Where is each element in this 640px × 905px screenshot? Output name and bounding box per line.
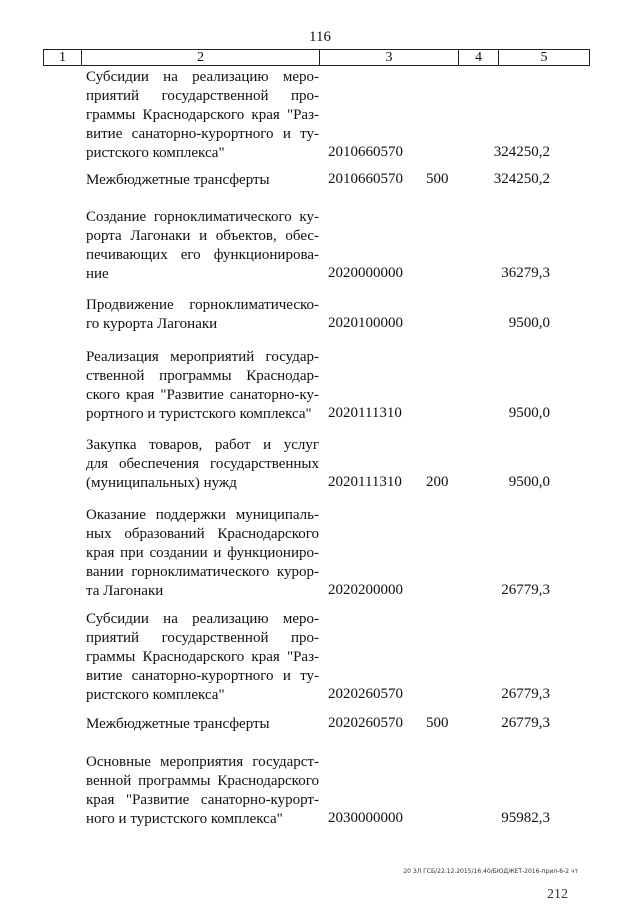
row-amount: 26779,3: [501, 715, 550, 731]
row-description: [86, 208, 319, 284]
row-description-line: Реализация мероприятий государ-: [86, 349, 319, 365]
row-expense-type: 500: [426, 171, 449, 187]
row-description-line: рорта Лагонаки и объектов, обес-: [86, 228, 319, 244]
row-code: 2020260570: [328, 715, 403, 731]
row-amount: 9500,0: [508, 315, 550, 331]
row-description-line: Создание горноклиматического ку-: [86, 209, 319, 225]
row-description: [86, 610, 319, 705]
row-description: [86, 348, 319, 424]
row-description-line: го курорта Лагонаки: [86, 316, 218, 332]
row-code: 2020200000: [328, 582, 403, 598]
row-code: 2020111310: [328, 474, 402, 490]
row-description-line: края при создании и функциониро-: [86, 545, 319, 561]
row-description-line: витие санаторно-курортного и ту-: [86, 668, 319, 684]
row-code: 2020100000: [328, 315, 403, 331]
row-description-line: (муниципальных) нужд: [86, 475, 237, 491]
row-description-line: Субсидии на реализацию меро-: [86, 611, 319, 627]
row-description-line: Межбюджетные трансферты: [86, 716, 270, 732]
row-description-line: ного и туристского комплекса": [86, 811, 283, 827]
row-amount: 9500,0: [508, 474, 550, 490]
row-code: 2010660570: [328, 144, 403, 160]
row-description-line: Субсидии на реализацию меро-: [86, 69, 319, 85]
row-code: 2020260570: [328, 686, 403, 702]
row-code: 2010660570: [328, 171, 403, 187]
row-description-line: Основные мероприятия государст-: [86, 754, 319, 770]
row-amount: 26779,3: [501, 686, 550, 702]
row-description: [86, 171, 319, 190]
row-description-line: ственной программы Краснодар-: [86, 368, 319, 384]
row-description-line: граммы Краснодарского края "Раз-: [86, 649, 319, 665]
row-description-line: Закупка товаров, работ и услуг: [86, 437, 319, 453]
column-header-2: 2: [82, 50, 320, 65]
row-description-line: Оказание поддержки муниципаль-: [86, 507, 319, 523]
row-description-line: Межбюджетные трансферты: [86, 172, 270, 188]
row-description-line: рортного и туристского комплекса": [86, 406, 312, 422]
row-description-line: витие санаторно-курортного и ту-: [86, 126, 319, 142]
row-description: [86, 296, 319, 334]
row-amount: 26779,3: [501, 582, 550, 598]
row-description-line: края "Развитие санаторно-курорт-: [86, 792, 319, 808]
row-description-line: ристского комплекса": [86, 145, 225, 161]
row-amount: 36279,3: [501, 265, 550, 281]
column-header-5: 5: [540, 50, 548, 65]
row-code: 2020000000: [328, 265, 403, 281]
table-header-row: [43, 49, 590, 66]
row-description: [86, 753, 319, 829]
row-description-line: для обеспечения государственных: [86, 456, 319, 472]
row-description-line: ние: [86, 266, 109, 282]
row-description: [86, 506, 319, 601]
row-description-line: вании горноклиматического курор-: [86, 564, 319, 580]
row-amount: 324250,2: [493, 171, 550, 187]
row-description: [86, 715, 319, 734]
row-description-line: граммы Краснодарского края "Раз-: [86, 107, 319, 123]
row-description-line: ристского комплекса": [86, 687, 225, 703]
row-amount: 95982,3: [501, 810, 550, 826]
row-description-line: ского края "Развитие санаторно-ку-: [86, 387, 319, 403]
row-description-line: приятий государственной про-: [86, 630, 319, 646]
row-code: 2030000000: [328, 810, 403, 826]
row-description-line: приятий государственной про-: [86, 88, 319, 104]
row-description-line: та Лагонаки: [86, 583, 164, 599]
page-number-bottom: 212: [547, 887, 568, 902]
row-code: 2020111310: [328, 405, 402, 421]
row-description: [86, 436, 319, 493]
column-header-3: 3: [320, 50, 459, 65]
row-amount: 9500,0: [508, 405, 550, 421]
row-amount: 324250,2: [493, 144, 550, 160]
row-description-line: ных образований Краснодарского: [86, 526, 319, 542]
row-expense-type: 200: [426, 474, 449, 490]
page-number-top: 116: [309, 29, 331, 45]
row-description-line: Продвижение горноклиматическо-: [86, 297, 319, 313]
row-description-line: венной программы Краснодарского: [86, 773, 319, 789]
row-description-line: печивающих его функционирова-: [86, 247, 319, 263]
row-expense-type: 500: [426, 715, 449, 731]
row-description: [86, 68, 319, 163]
footer-stamp: 20 ЗЛ ГСБ/22.12.2015/16:40/БЮДЖЕТ-2016-прил-6-2 чт: [403, 868, 578, 875]
column-header-4: 4: [459, 50, 499, 65]
column-header-1: 1: [44, 50, 82, 65]
